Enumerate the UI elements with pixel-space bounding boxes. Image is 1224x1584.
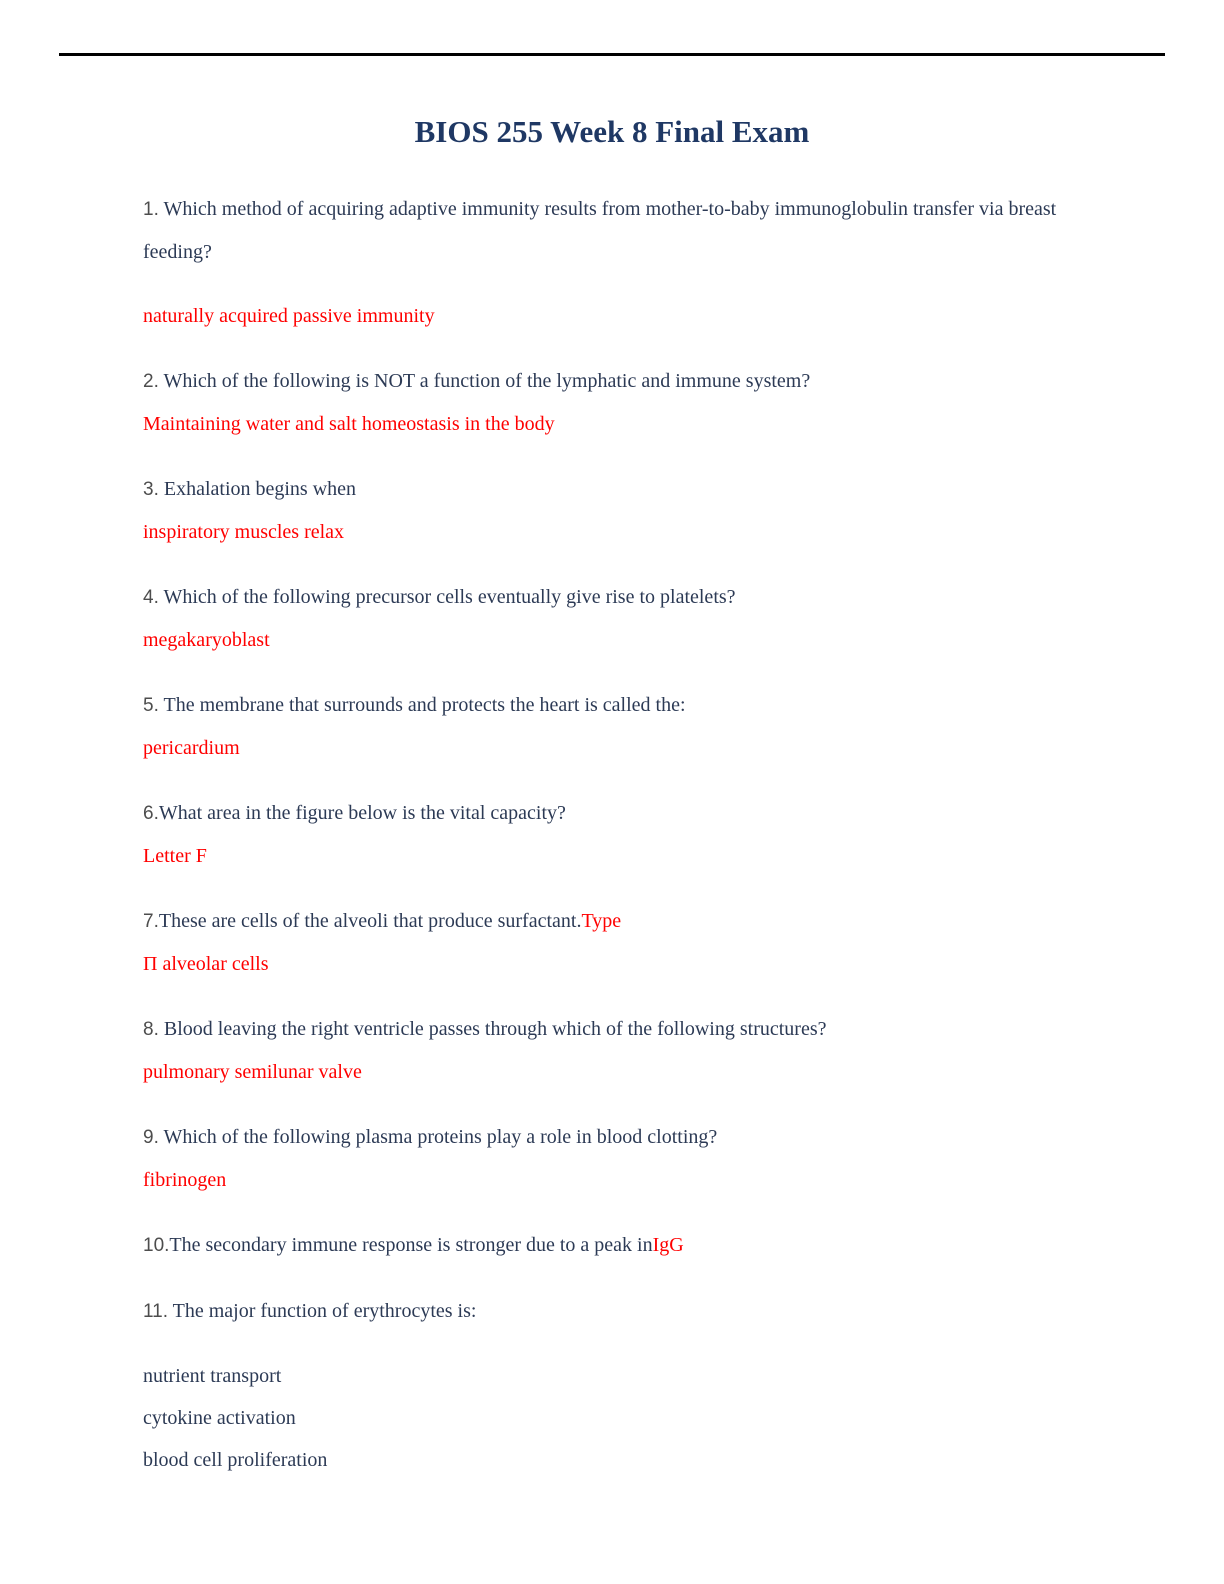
question-line (143, 900, 1080, 985)
option-item: blood cell proliferation (143, 1449, 328, 1471)
question-text: Which of the following precursor cells eventually give rise to platelets? (158, 586, 736, 608)
question-number: 4. (143, 587, 159, 608)
question-block-2 (143, 360, 1080, 445)
question-block-1 (143, 188, 1080, 337)
question-line (143, 360, 1080, 403)
question-number: 5. (143, 695, 159, 716)
question-text: The major function of erythrocytes is: (168, 1300, 477, 1322)
answer-text: pulmonary semilunar valve (143, 1061, 362, 1083)
question-line (143, 684, 1080, 727)
top-rule (59, 53, 1165, 56)
question-block-3 (143, 468, 1080, 553)
question-number: 2. (143, 371, 159, 392)
question-number: 8. (143, 1019, 159, 1040)
option-item: nutrient transport (143, 1365, 282, 1387)
question-line (143, 792, 1080, 835)
answer-text: naturally acquired passive immunity (143, 305, 435, 327)
question-line (143, 1224, 1080, 1267)
question-text: What area in the figure below is the vital capacity? (158, 802, 566, 824)
question-number: 11. (143, 1301, 169, 1322)
question-block-4 (143, 576, 1080, 661)
question-block-9 (143, 1116, 1080, 1201)
inline-answer: IgG (652, 1234, 684, 1256)
question-block-11 (143, 1290, 1080, 1481)
question-number: 7. (143, 911, 159, 932)
options-list (143, 1355, 1080, 1481)
question-line (143, 1008, 1080, 1051)
answer-text: megakaryoblast (143, 629, 270, 651)
question-text: Which of the following plasma proteins play a role in blood clotting? (158, 1126, 718, 1148)
answer-text: Π alveolar cells (143, 953, 269, 975)
question-text: Which of the following is NOT a function of the lymphatic and immune system? (158, 370, 811, 392)
question-text: These are cells of the alveoli that produce surfactant. (158, 910, 582, 932)
answer-text: pericardium (143, 737, 240, 759)
question-block-5 (143, 684, 1080, 769)
question-number: 9. (143, 1127, 159, 1148)
question-block-8 (143, 1008, 1080, 1093)
question-line (143, 1116, 1080, 1159)
question-text: Exhalation begins when (158, 478, 357, 500)
question-text: Blood leaving the right ventricle passes through which of the following structures? (158, 1018, 827, 1040)
question-line (143, 188, 1080, 273)
question-text: The membrane that surrounds and protects the heart is called the: (158, 694, 686, 716)
answer-text: Letter F (143, 845, 207, 867)
question-line (143, 576, 1080, 619)
question-block-6 (143, 792, 1080, 877)
question-text: The secondary immune response is stronger due to a peak in (169, 1234, 653, 1256)
question-number: 3. (143, 479, 159, 500)
question-number: 10. (143, 1235, 170, 1256)
answer-text: inspiratory muscles relax (143, 521, 345, 543)
question-number: 6. (143, 803, 159, 824)
question-line (143, 1290, 1080, 1333)
question-block-10 (143, 1224, 1080, 1267)
question-block-7 (143, 900, 1080, 985)
option-item: cytokine activation (143, 1407, 296, 1429)
question-text: Which method of acquiring adaptive immunity results from mother-to-baby immunoglobulin transfer via breast feeding? (143, 198, 1057, 263)
page-title: BIOS 255 Week 8 Final Exam (414, 114, 810, 149)
answer-text: fibrinogen (143, 1169, 227, 1191)
document-content (0, 188, 1224, 1481)
question-line (143, 468, 1080, 511)
question-number: 1. (143, 199, 159, 220)
inline-answer: Type (581, 910, 622, 932)
answer-text: Maintaining water and salt homeostasis in the body (143, 413, 555, 435)
